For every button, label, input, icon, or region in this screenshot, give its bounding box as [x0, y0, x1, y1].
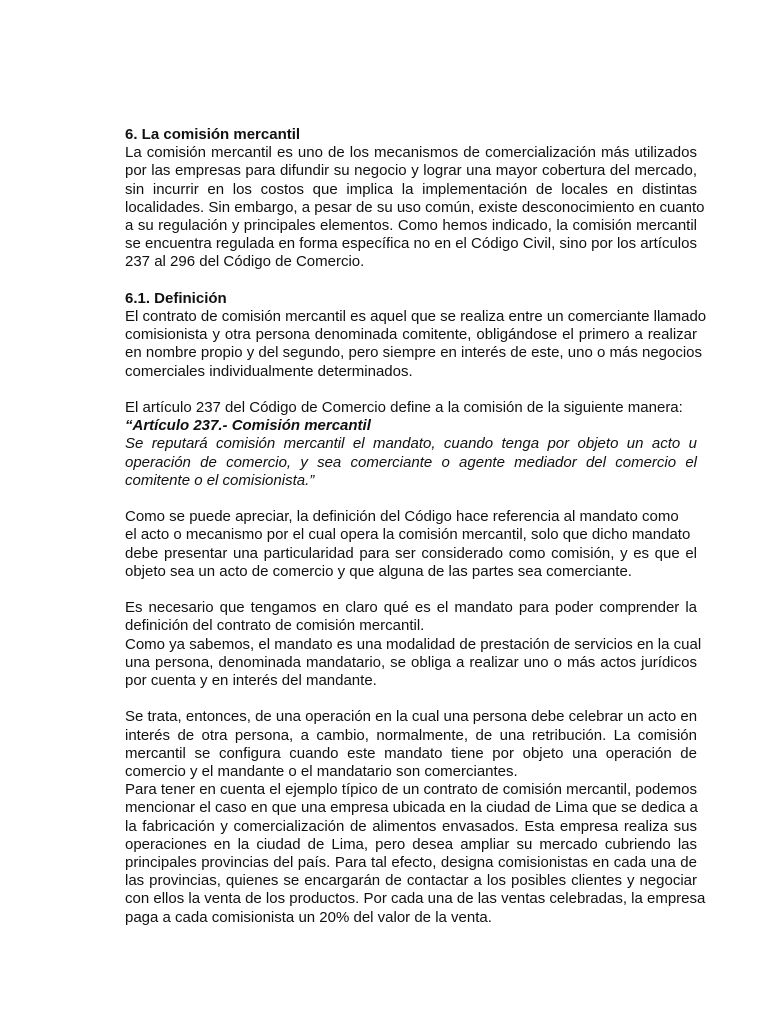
text-line: interés de otra persona, a cambio, normalmente, de una retribución. La comisión [125, 726, 697, 744]
quote-title: “Artículo 237.- Comisión mercantil [125, 417, 371, 435]
text-line: en nombre propio y del segundo, pero siempre en interés de este, uno o más negocios [125, 344, 703, 362]
text-line: comercio y el mandante o el mandatario son comerciantes. [125, 763, 518, 781]
text-line: comitente o el comisionista.” [125, 471, 315, 489]
text-line: Para tener en cuenta el ejemplo típico de un contrato de comisión mercantil, podemos [125, 781, 697, 799]
paragraph-definition [125, 308, 707, 381]
paragraph-intro [125, 144, 705, 271]
text-line: las provincias, quienes se encargarán de contactar a los posibles clientes y negociar [125, 872, 697, 890]
text-line: una persona, denominada mandatario, se obliga a realizar uno o más actos jurídicos [125, 653, 697, 671]
text-line: a su regulación y principales elementos. Como hemos indicado, la comisión mercantil [125, 217, 697, 235]
text-line: la fabricación y comercialización de alimentos envasados. Esta empresa realiza sus [125, 817, 697, 835]
text-line: operaciones en la ciudad de Lima, pero desea ampliar su mercado cubriendo las [125, 835, 697, 853]
section-heading: 6. La comisión mercantil [125, 126, 301, 143]
paragraph-example [125, 781, 706, 927]
document-body [125, 126, 707, 927]
text-line: operación de comercio, y sea comerciante o agente mediador del comercio el [125, 453, 697, 471]
text-line: definición del contrato de comisión mercantil. [125, 617, 425, 635]
text-line: comerciales individualmente determinados. [125, 362, 413, 380]
text-line: mercantil se configura cuando este mandato tiene por objeto una operación de [125, 744, 697, 762]
text-line: Como se puede apreciar, la definición del Código hace referencia al mandato como [125, 508, 679, 526]
paragraph-gap [125, 490, 697, 508]
quote-text [125, 435, 697, 490]
paragraph-mandate [125, 599, 697, 635]
text-line: 237 al 296 del Código de Comercio. [125, 253, 365, 271]
text-line: Es necesario que tengamos en claro qué es el mandato para poder comprender la [125, 599, 697, 617]
text-line: debe presentar una particularidad para ser considerado como comisión, y es que el [125, 544, 697, 562]
text-line: Se reputará comisión mercantil el mandato, cuando tenga por objeto un acto u [125, 435, 697, 453]
text-line: Como ya sabemos, el mandato es una modalidad de prestación de servicios en la cual [125, 635, 702, 653]
text-line: comisionista y otra persona denominada comitente, obligándose el primero a realizar [125, 326, 697, 344]
text-line: La comisión mercantil es uno de los mecanismos de comercialización más utilizados [125, 144, 697, 162]
text-line: Se trata, entonces, de una operación en la cual una persona debe celebrar un acto en [125, 708, 698, 726]
paragraph-mandate-definition [125, 635, 702, 691]
paragraph-gap [125, 272, 697, 290]
paragraph-gap [125, 381, 697, 399]
paragraph-gap [125, 690, 697, 708]
text-line: paga a cada comisionista un 20% del valor de la venta. [125, 908, 492, 926]
text-line: sin incurrir en los costos que implica la implementación de locales en distintas [125, 180, 697, 198]
paragraph-gap [125, 581, 697, 599]
text-line: principales provincias del país. Para tal efecto, designa comisionistas en cada una de [125, 854, 697, 872]
text-line: mencionar el caso en que una empresa ubicada en la ciudad de Lima que se dedica a [125, 799, 698, 817]
text-line: se encuentra regulada en forma específica no en el Código Civil, sino por los artículos [125, 235, 697, 253]
paragraph-article-intro: El artículo 237 del Código de Comercio define a la comisión de la siguiente manera: [125, 399, 683, 417]
text-line: por las empresas para difundir su negocio y lograr una mayor cobertura del mercado, [125, 162, 697, 180]
paragraph-analysis [125, 508, 697, 581]
text-line: con ellos la venta de los productos. Por cada una de las ventas celebradas, la empresa [125, 890, 706, 908]
text-line: El contrato de comisión mercantil es aquel que se realiza entre un comerciante llamado [125, 308, 707, 326]
text-line: objeto sea un acto de comercio y que alguna de las partes sea comerciante. [125, 562, 632, 580]
text-line: localidades. Sin embargo, a pesar de su uso común, existe desconocimiento en cuanto [125, 198, 705, 216]
paragraph-operation [125, 708, 697, 781]
text-line: el acto o mecanismo por el cual opera la comisión mercantil, solo que dicho mandato [125, 526, 691, 544]
subsection-heading: 6.1. Definición [125, 289, 227, 307]
text-line: por cuenta y en interés del mandante. [125, 672, 377, 690]
